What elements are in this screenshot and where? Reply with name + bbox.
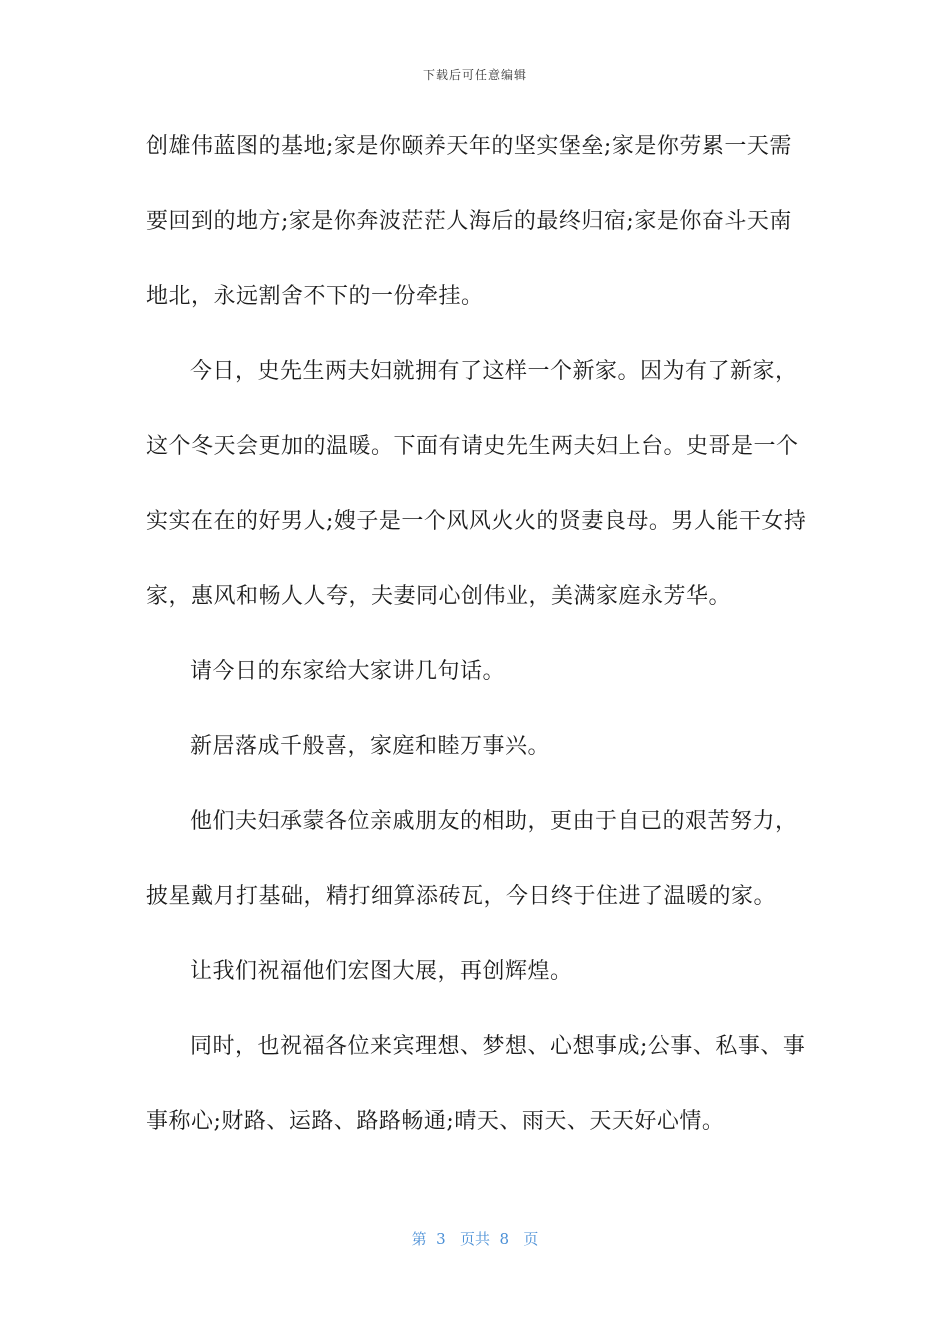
paragraph-start: 新居落成千般喜，家庭和睦万事兴。 [190, 734, 551, 759]
paragraph-start: 让我们祝福他们宏图大展，再创辉煌。 [190, 959, 573, 984]
text-line: 这个冬天会更加的温暖。下面有请史先生两夫妇上台。史哥是一个 [146, 434, 799, 459]
text-line: 创雄伟蓝图的基地;家是你颐养天年的坚实堡垒;家是你劳累一天需 [146, 134, 792, 159]
text-line: 家，惠风和畅人人夸，夫妻同心创伟业，美满家庭永芳华。 [146, 584, 732, 609]
paragraph-start: 请今日的东家给大家讲几句话。 [190, 659, 506, 684]
page-number: 第 3 页共 8 页 [411, 1230, 539, 1248]
paragraph-start: 今日，史先生两夫妇就拥有了这样一个新家。因为有了新家， [190, 359, 798, 384]
text-line: 实实在在的好男人;嫂子是一个风风火火的贤妻良母。男人能干女持 [146, 509, 807, 534]
paragraph-start: 同时，也祝福各位来宾理想、梦想、心想事成;公事、私事、事 [190, 1034, 806, 1059]
text-line: 地北，永远割舍不下的一份牵挂。 [146, 284, 484, 309]
text-line: 要回到的地方;家是你奔波茫茫人海后的最终归宿;家是你奋斗天南 [146, 209, 792, 234]
paragraph-start: 他们夫妇承蒙各位亲戚朋友的相助，更由于自已的艰苦努力， [190, 809, 798, 834]
text-line: 披星戴月打基础，精打细算添砖瓦，今日终于住进了温暖的家。 [146, 884, 777, 909]
document-body [146, 122, 811, 1172]
header-note: 下载后可任意编辑 [422, 68, 527, 82]
text-line: 事称心;财路、运路、路路畅通;晴天、雨天、天天好心情。 [146, 1109, 725, 1134]
